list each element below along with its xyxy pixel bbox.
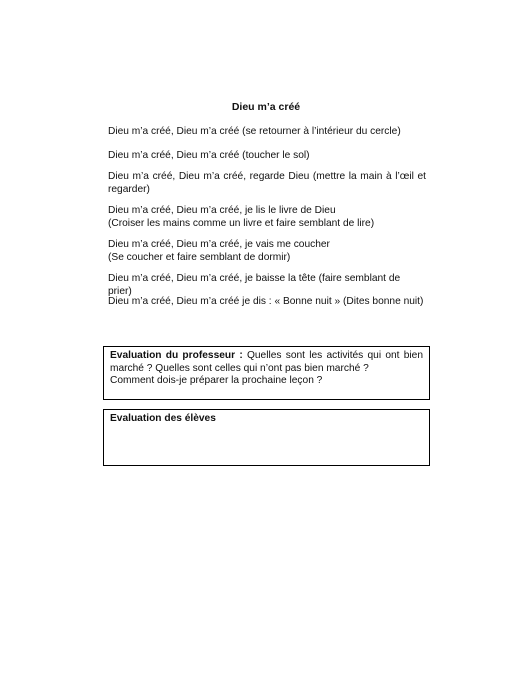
student-evaluation-label: Evaluation des élèves <box>110 413 216 424</box>
stanza-5 <box>108 238 426 264</box>
teacher-evaluation-question: Comment dois-je préparer la prochaine leçon ? <box>110 375 323 387</box>
stanza-line: (Se coucher et faire semblant de dormir) <box>108 252 291 263</box>
song-title: Dieu m’a créé <box>231 101 301 113</box>
student-evaluation-box <box>103 409 430 466</box>
stanza-2 <box>108 149 426 162</box>
teacher-evaluation-questions: Quelles sont les activités qui ont bien marché ? Quelles sont celles qui n’ont pas bien marché ? <box>110 350 424 374</box>
stanza-line: Dieu m’a créé, Dieu m’a créé, regarde Dieu (mettre la main à l’œil et regarder) <box>108 171 426 195</box>
stanza-line: Dieu m’a créé, Dieu m’a créé, je vais me coucher <box>108 239 330 250</box>
stanza-line: (Croiser les mains comme un livre et faire semblant de lire) <box>108 218 375 229</box>
stanza-7 <box>108 295 426 308</box>
stanza-line: Dieu m’a créé, Dieu m’a créé je dis : « Bonne nuit » (Dites bonne nuit) <box>108 296 424 307</box>
stanza-1 <box>108 125 426 138</box>
stanza-line: Dieu m’a créé, Dieu m’a créé (toucher le sol) <box>108 150 310 161</box>
teacher-evaluation-label: Evaluation du professeur : <box>110 350 243 361</box>
stanza-line: Dieu m’a créé, Dieu m’a créé, je baisse la tête (faire semblant de prier) <box>108 273 401 297</box>
teacher-evaluation-box <box>103 346 430 400</box>
stanza-line: Dieu m’a créé, Dieu m’a créé (se retourner à l’intérieur du cercle) <box>108 126 401 137</box>
stanza-4 <box>108 204 426 230</box>
stanza-3 <box>108 170 426 196</box>
stanza-line: Dieu m’a créé, Dieu m’a créé, je lis le livre de Dieu <box>108 205 336 216</box>
teacher-evaluation-text <box>110 350 423 375</box>
